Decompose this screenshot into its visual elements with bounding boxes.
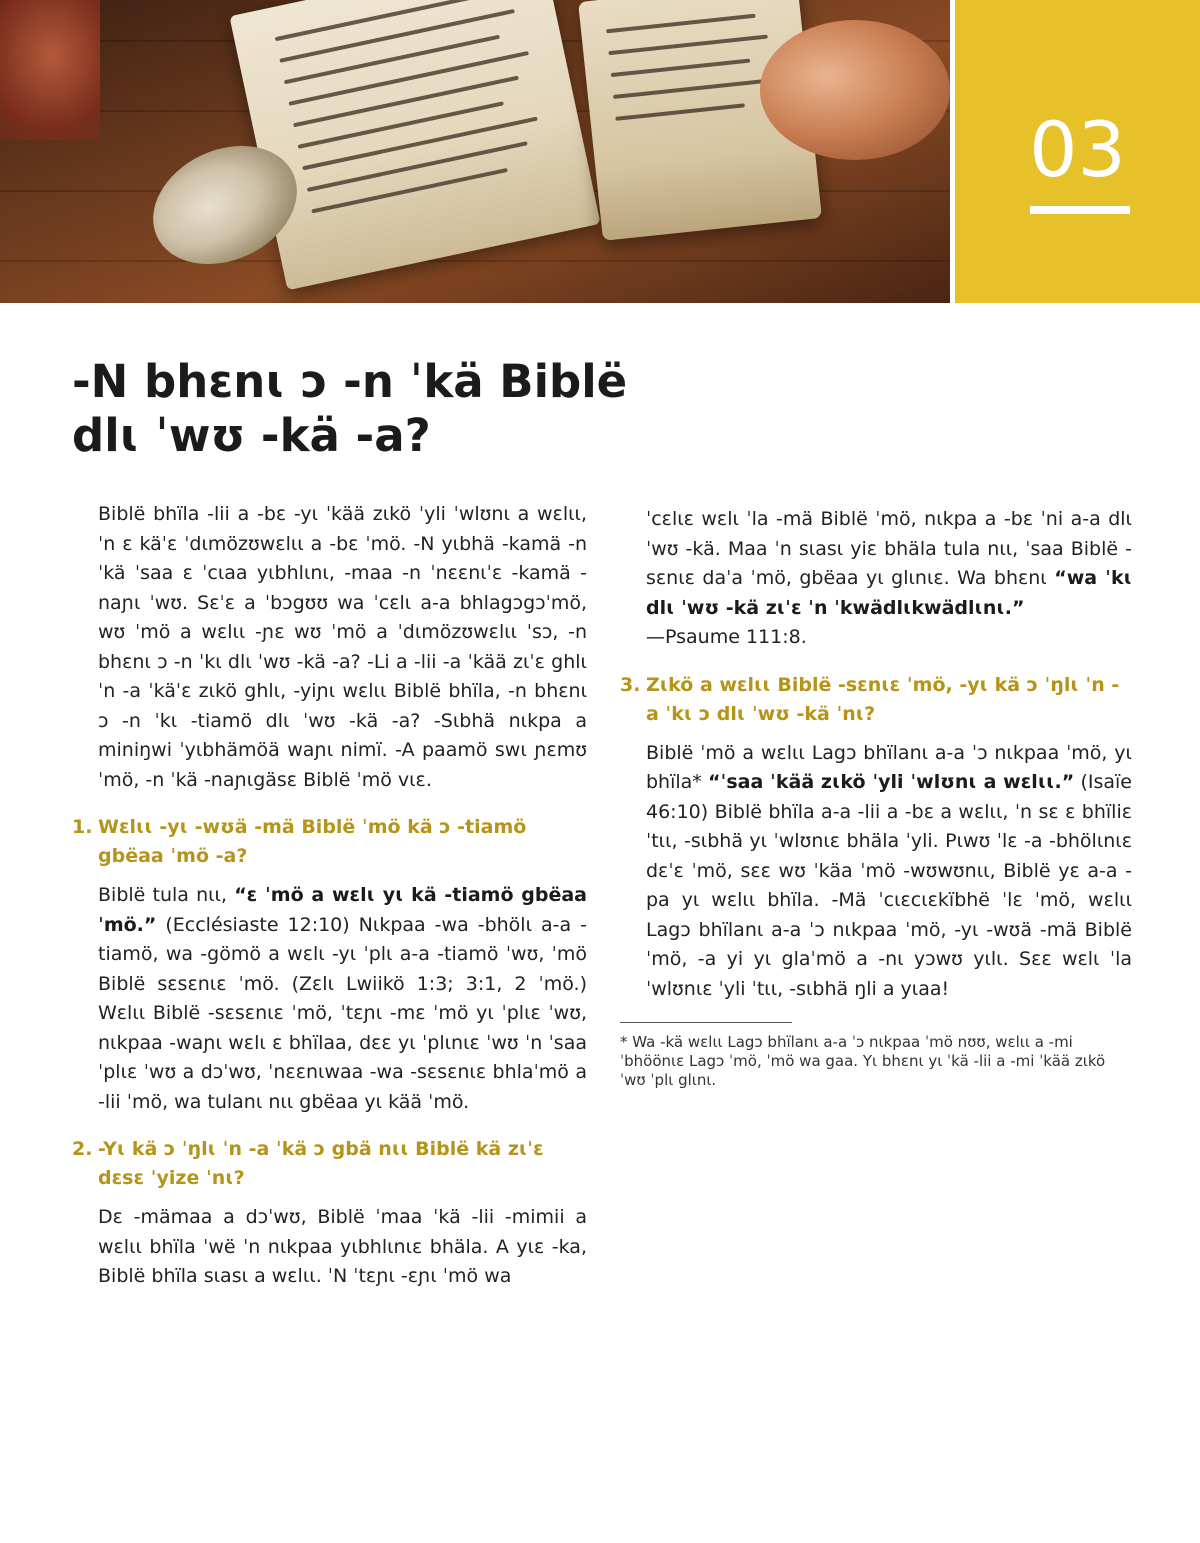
lesson-number: 03 bbox=[1029, 105, 1126, 194]
answer-2-citation: —Psaume 111:8. bbox=[646, 626, 807, 648]
clay-pot-shape bbox=[760, 20, 950, 160]
question-2-answer-part-2 bbox=[646, 505, 1132, 653]
answer-3-quote: “ˈsaa ˈkää zɩkö ˈyli ˈwlʊnɩ a wɛlɩɩ.” bbox=[708, 771, 1075, 793]
question-1-answer bbox=[98, 881, 587, 1117]
question-1-number: 1. bbox=[72, 816, 93, 838]
answer-2-continued: ˈcɛlɩɛ wɛlɩ ˈla -mä Biblë ˈmö, nɩkpa a -bɛ ˈni a-a dlɩ ˈwʊ -kä. Maa ˈn sɩasɩ yiɛ bhäla tula nɩɩ, ˈsaa Biblë -sɛnɩɛ daˈa ˈmö, gbëaa yɩ glɩnɩɛ. Wa bhɛnɩ bbox=[646, 508, 1132, 589]
answer-1-start: Biblë tula nɩɩ, bbox=[98, 884, 235, 906]
clay-jar-shape bbox=[0, 0, 100, 140]
question-2-number: 2. bbox=[72, 1138, 93, 1160]
footnote: * Wa -kä wɛlɩɩ Lagɔ bhïlanɩ a-a ˈɔ nɩkpaa ˈmö nʊʊ, wɛlɩɩ a -mi ˈbhöönɩɛ Lagɔ ˈmö, ˈmö wa gaa. Yɩ bhɛnɩ yɩ ˈkä -lii a -mi ˈkää zɩkö ˈwʊ ˈplɩ glɩnɩ. bbox=[620, 1033, 1106, 1089]
question-3-text: Zɩkö a wɛlɩɩ Biblë -sɛnɩɛ ˈmö, -yɩ kä ɔ ˈŋlɩ ˈn -a ˈkɩ ɔ dlɩ ˈwʊ -kä ˈnɩ? bbox=[646, 673, 1120, 725]
right-column bbox=[620, 505, 1132, 1090]
question-3 bbox=[620, 671, 1132, 729]
answer-3-rest: (Isaïe 46:10) Biblë bhïla a-a -lii a -bɛ a wɛlɩɩ, ˈn sɛ ɛ bhïliɛ ˈtɩɩ, -sɩbhä yɩ ˈwlʊnɩɛ bhäla ˈyli. Pɩwʊ ˈlɛ -a -bhölɩnɩɛ dɛˈɛ ˈmö, sɛɛ wʊ ˈkäa ˈmö -wʊwʊnɩɩ, Biblë yɛ a-a -pa yɩ wɛlɩɩ bhïla. -Mä ˈcɩɛcɩɛkïbhë ˈlɛ ˈmö, wɛlɩɩ Lagɔ bhïlanɩ a-a ˈɔ nɩkpaa ˈmö, -yɩ -wʊä -mä Biblë ˈmö, -a yi yɩ glaˈmö a -nɩ yɔwʊ yɩlɩ. Sɛɛ wɛlɩ ˈla ˈwlʊnɩɛ ˈyli ˈtɩɩ, -sɩbhä ŋli a yɩaa! bbox=[646, 771, 1132, 1000]
intro-paragraph: Biblë bhïla -lii a -bɛ -yɩ ˈkää zɩkö ˈyli ˈwlʊnɩ a wɛlɩɩ, ˈn ɛ käˈɛ ˈdɩmözʊwɛlɩɩ a -bɛ ˈmö. -N yɩbhä -kamä -n ˈkä ˈsaa ɛ ˈcɩaa yɩbhlɩnɩ, -maa -n ˈnɛɛnɩˈɛ -kamä -naɲɩ ˈwʊ. Sɛˈɛ a ˈbɔgʊʊ wa ˈcɛlɩ a-a bhlagɔgɔˈmö, wʊ ˈmö a wɛlɩɩ -ɲɛ wʊ ˈmö a ˈdɩmözʊwɛlɩɩ ˈsɔ, -n bhɛnɩ ɔ -n ˈkɩ dlɩ ˈwʊ -kä -a? -Li a -lii -a ˈkää zɩˈɛ ghlɩ ˈn -a ˈkäˈɛ zɩkö ghlɩ, -yiɲɩ wɛlɩɩ Biblë bhïla, -n bhɛnɩ ɔ -n ˈkɩ -tiamö dlɩ ˈwʊ -kä -a? -Sɩbhä nɩkpa a miniŋwi ˈyɩbhämöä waɲɩ nimï. -A paamö swɩ ɲɛmʊ ˈmö, -n ˈkä -naɲɩgäsɛ Biblë ˈmö vɩɛ. bbox=[98, 503, 587, 791]
footnote-divider bbox=[620, 1022, 792, 1023]
question-1 bbox=[72, 813, 587, 871]
answer-3-start: Biblë ˈmö a wɛlɩɩ Lagɔ bhïlanɩ a-a ˈɔ nɩkpaa ˈmö, yɩ bhïla* bbox=[646, 741, 1132, 793]
question-3-answer bbox=[646, 739, 1132, 1005]
page-title bbox=[72, 355, 672, 463]
lesson-badge bbox=[955, 0, 1200, 303]
answer-1-rest: (Ecclésiaste 12:10) Nɩkpaa -wa -bhölɩ a-a -tiamö, wa -gömö a wɛlɩ -yɩ ˈplɩ a-a -tiamö ˈwʊ, ˈmö Biblë sɛsɛnɩɛ ˈmö. (Zɛlɩ Lwiikö 1:3; 3:1, 2 ˈmö.) Wɛlɩɩ Biblë -sɛsɛnɩɛ ˈmö, ˈtɛɲɩ -mɛ ˈmö yɩ ˈplɩɛ ˈwʊ, nɩkpaa -waɲɩ wɛlɩ ɛ bhïlaa, dɛɛ yɩ ˈplɩnɩɛ ˈwʊ ˈn ˈsaa ˈplɩɛ ˈwʊ a dɔˈwʊ, ˈnɛɛnɩwaa -wa -sɛsɛnɩɛ bhlaˈmö a -lii ˈmö, wa tulanɩ nɩɩ gbëaa yɩ kää ˈmö. bbox=[98, 913, 587, 1113]
left-column bbox=[72, 500, 587, 1310]
question-3-number: 3. bbox=[620, 673, 641, 696]
answer-2-quote: “wa ˈkɩ dlɩ ˈwʊ -kä zɩˈɛ ˈn ˈkwädlɩkwädlɩnɩ.” bbox=[646, 567, 1133, 619]
header-image-scrolls bbox=[0, 0, 950, 303]
badge-underline bbox=[1030, 206, 1130, 214]
question-1-text: Wɛlɩɩ -yɩ -wʊä -mä Biblë ˈmö kä ɔ -tiamö gbëaa ˈmö -a? bbox=[98, 816, 527, 867]
title-line-1: -N bhɛnɩ ɔ -n ˈkä Biblë bbox=[72, 355, 628, 408]
question-2-text: -Yɩ kä ɔ ˈŋlɩ ˈn -a ˈkä ɔ gbä nɩɩ Biblë kä zɩˈɛ dɛsɛ ˈyize ˈnɩ? bbox=[98, 1138, 544, 1189]
open-scroll-shape bbox=[229, 0, 600, 290]
title-line-2: dlɩ ˈwʊ -kä -a? bbox=[72, 409, 431, 462]
answer-1-quote: “ɛ ˈmö a wɛlɩ yɩ kä -tiamö gbëaa ˈmö.” bbox=[98, 884, 587, 936]
question-2 bbox=[72, 1135, 587, 1193]
question-2-answer-part-1: Dɛ -mämaa a dɔˈwʊ, Biblë ˈmaa ˈkä -lii -mimii a wɛlɩɩ bhïla ˈwë ˈn nɩkpaa yɩbhlɩnɩɛ bhäla. A yɩɛ -ka, Biblë bhïla sɩasɩ a wɛlɩɩ. ˈN ˈtɛɲɩ -ɛɲɩ ˈmö wa bbox=[98, 1206, 587, 1287]
